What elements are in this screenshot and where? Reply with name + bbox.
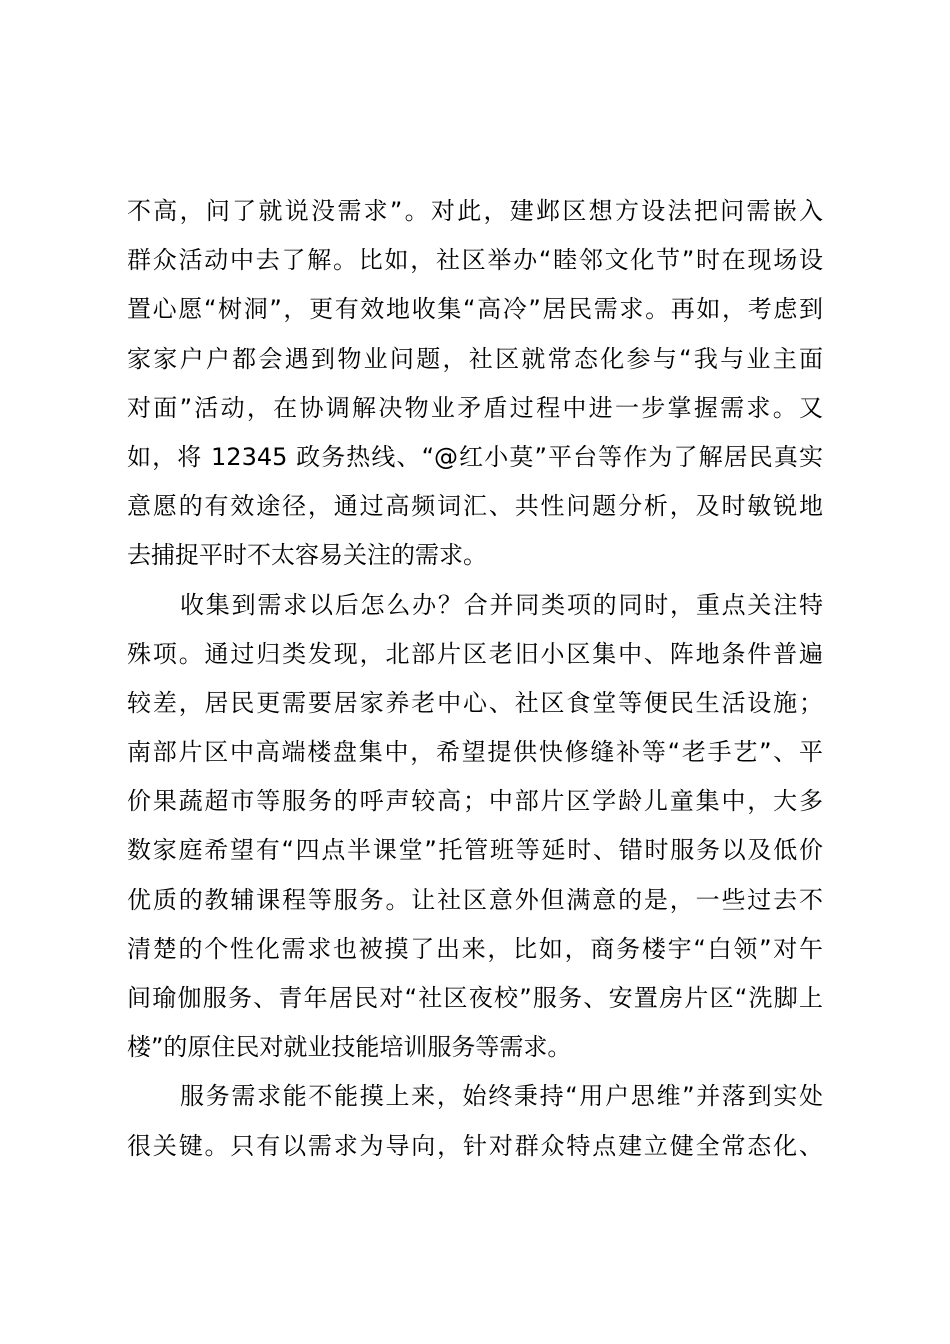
- text-line: 较差，居民更需要居家养老中心、社区食堂等便民生活设施；: [127, 688, 823, 717]
- text-line: 优质的教辅课程等服务。让社区意外但满意的是，一些过去不: [127, 885, 823, 914]
- text-line: 服务需求能不能摸上来，始终秉持“用户思维”并落到实处: [180, 1082, 823, 1111]
- text-line: 价果蔬超市等服务的呼声较高；中部片区学龄儿童集中，大多: [127, 787, 823, 816]
- text-line: 收集到需求以后怎么办？合并同类项的同时，重点关注特: [180, 590, 823, 619]
- text-line: 不高，问了就说没需求”。对此，建邺区想方设法把问需嵌入: [127, 197, 823, 225]
- body-text: [127, 187, 823, 1171]
- text-line: 间瑜伽服务、青年居民对“社区夜校”服务、安置房片区“洗脚上: [127, 984, 823, 1012]
- text-line: 置心愿“树洞”，更有效地收集“高冷”居民需求。再如，考虑到: [127, 295, 823, 324]
- text-line: 对面”活动，在协调解决物业矛盾过程中进一步掌握需求。又: [127, 393, 823, 422]
- text-line: 楼”的原住民对就业技能培训服务等需求。: [127, 1033, 572, 1062]
- text-line: 去捕捉平时不太容易关注的需求。: [127, 541, 487, 570]
- text-line: 如，将 12345 政务热线、“@红小莫”平台等作为了解居民真实: [127, 442, 823, 471]
- text-line: 家家户户都会遇到物业问题，社区就常态化参与“我与业主面: [127, 344, 823, 373]
- text-line: 清楚的个性化需求也被摸了出来，比如，商务楼宇“白领”对午: [127, 934, 823, 963]
- text-line: 群众活动中去了解。比如，社区举办“睦邻文化节”时在现场设: [127, 246, 823, 275]
- text-line: 意愿的有效途径，通过高频词汇、共性问题分析，及时敏锐地: [127, 492, 823, 521]
- text-line: 数家庭希望有“四点半课堂”托管班等延时、错时服务以及低价: [127, 836, 823, 865]
- text-line: 很关键。只有以需求为导向，针对群众特点建立健全常态化、: [127, 1131, 823, 1160]
- text-line: 殊项。通过归类发现，北部片区老旧小区集中、阵地条件普遍: [127, 639, 823, 668]
- text-line: 南部片区中高端楼盘集中，希望提供快修缝补等“老手艺”、平: [127, 738, 823, 767]
